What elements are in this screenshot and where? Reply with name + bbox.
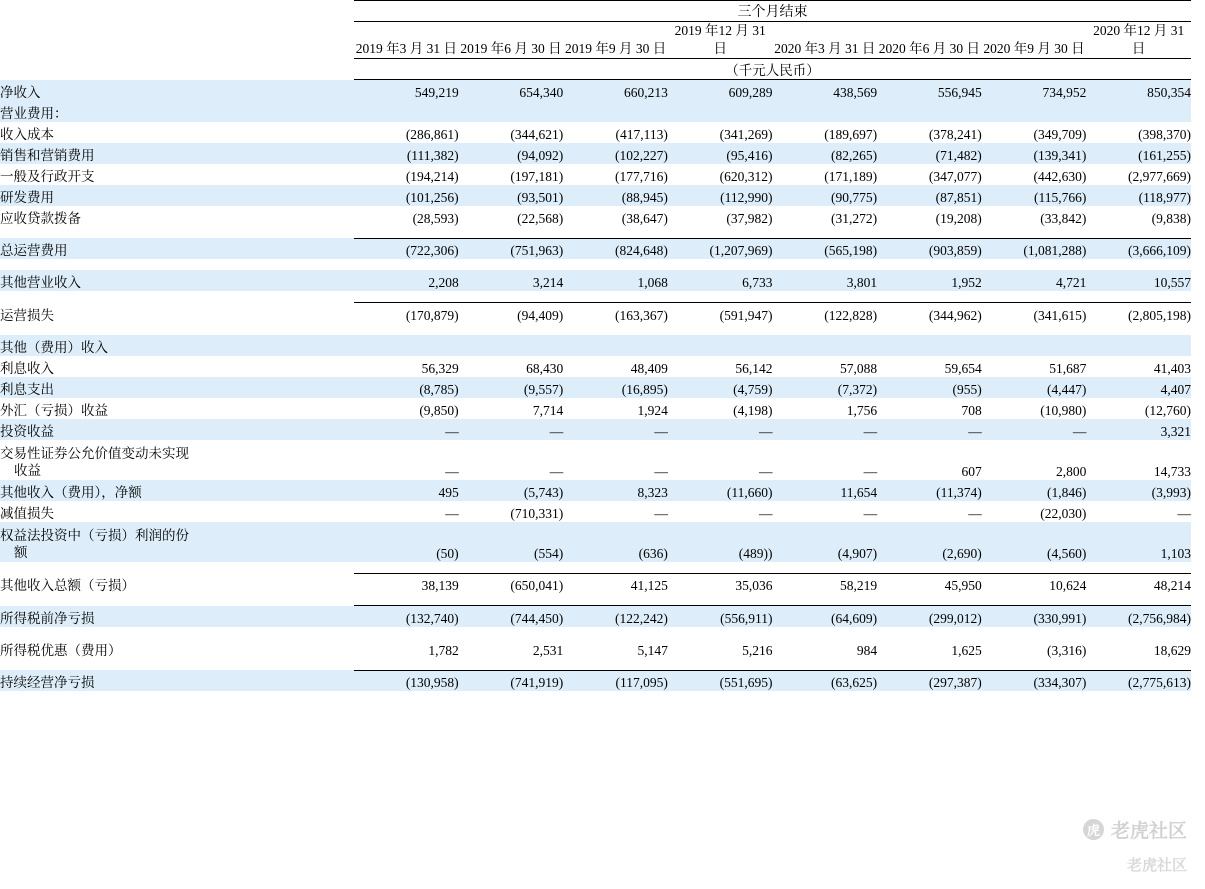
- table-cell-value: 654,340: [459, 80, 564, 101]
- table-cell-value: (64,609): [773, 606, 878, 627]
- table-cell-value: 6,733: [668, 270, 773, 291]
- row-label: 利息支出: [0, 377, 354, 398]
- table-cell-value: 1,756: [773, 398, 878, 419]
- table-cell-value: 57,088: [773, 356, 878, 377]
- table-cell-value: (130,958): [354, 670, 459, 691]
- row-label: 其他营业收入: [0, 270, 354, 291]
- table-cell-value: 5,216: [668, 638, 773, 659]
- table-cell-value: (751,963): [459, 238, 564, 259]
- table-cell-value: (722,306): [354, 238, 459, 259]
- table-cell-value: (71,482): [877, 143, 982, 164]
- table-cell-value: (378,241): [877, 122, 982, 143]
- table-cell-value: (38,647): [563, 206, 668, 227]
- row-label: 应收贷款拨备: [0, 206, 354, 227]
- header-group-row: [0, 1, 1191, 22]
- table-cell-value: 56,142: [668, 356, 773, 377]
- table-cell-value: (1,081,288): [982, 238, 1087, 259]
- table-cell-value: (4,759): [668, 377, 773, 398]
- table-row: [0, 419, 1191, 440]
- row-label: 交易性证券公允价值变动未实现 收益: [0, 440, 354, 480]
- table-cell-value: (94,409): [459, 303, 564, 324]
- table-cell-value: 45,950: [877, 573, 982, 594]
- row-label: 持续经营净亏损: [0, 670, 354, 691]
- table-cell-value: (489)): [668, 522, 773, 562]
- table-cell-value: (591,947): [668, 303, 773, 324]
- row-label: 所得税前净亏损: [0, 606, 354, 627]
- table-cell-value: (63,625): [773, 670, 878, 691]
- table-cell-value: (1,846): [982, 480, 1087, 501]
- table-cell-value: (10,980): [982, 398, 1087, 419]
- table-cell-value: 38,139: [354, 573, 459, 594]
- table-cell-value: [773, 101, 878, 122]
- table-cell-value: 5,147: [563, 638, 668, 659]
- table-cell-value: —: [773, 419, 878, 440]
- table-cell-value: 1,782: [354, 638, 459, 659]
- table-cell-value: 59,654: [877, 356, 982, 377]
- spacer-row: [0, 324, 1191, 335]
- row-label: 外汇（亏损）收益: [0, 398, 354, 419]
- table-cell-value: —: [668, 419, 773, 440]
- table-cell-value: [668, 335, 773, 356]
- table-cell-value: (197,181): [459, 164, 564, 185]
- table-cell-value: —: [459, 419, 564, 440]
- table-cell-value: (7,372): [773, 377, 878, 398]
- table-cell-value: (118,977): [1086, 185, 1191, 206]
- row-label: 所得税优惠（费用）: [0, 638, 354, 659]
- table-cell-value: (2,756,984): [1086, 606, 1191, 627]
- table-cell-value: [563, 335, 668, 356]
- table-cell-value: (556,911): [668, 606, 773, 627]
- table-cell-value: [1086, 101, 1191, 122]
- spacer-row: [0, 659, 1191, 671]
- table-cell-value: (163,367): [563, 303, 668, 324]
- table-row: [0, 480, 1191, 501]
- table-cell-value: (2,690): [877, 522, 982, 562]
- table-row: [0, 238, 1191, 259]
- table-cell-value: (620,312): [668, 164, 773, 185]
- spacer-row: [0, 291, 1191, 303]
- table-cell-value: 3,321: [1086, 419, 1191, 440]
- table-cell-value: 18,629: [1086, 638, 1191, 659]
- table-cell-value: —: [668, 501, 773, 522]
- table-row: [0, 206, 1191, 227]
- table-cell-value: (102,227): [563, 143, 668, 164]
- table-cell-value: 10,557: [1086, 270, 1191, 291]
- table-cell-value: (3,993): [1086, 480, 1191, 501]
- table-cell-value: 14,733: [1086, 440, 1191, 480]
- table-cell-value: (95,416): [668, 143, 773, 164]
- table-cell-value: (744,450): [459, 606, 564, 627]
- table-cell-value: [877, 101, 982, 122]
- table-cell-value: 8,323: [563, 480, 668, 501]
- table-cell-value: 850,354: [1086, 80, 1191, 101]
- table-cell-value: [459, 335, 564, 356]
- row-label: 其他收入总额（亏损）: [0, 573, 354, 594]
- column-header-date: 2019 年12 月 31 日: [674, 23, 766, 57]
- table-cell-value: (297,387): [877, 670, 982, 691]
- table-cell-value: (170,879): [354, 303, 459, 324]
- column-header-date: 2020 年12 月 31 日: [1093, 23, 1185, 57]
- table-cell-value: 734,952: [982, 80, 1087, 101]
- table-cell-value: (2,805,198): [1086, 303, 1191, 324]
- watermark-badge-icon: 虎: [1083, 819, 1104, 840]
- row-label: 研发费用: [0, 185, 354, 206]
- table-cell-value: [982, 335, 1087, 356]
- row-label: 净收入: [0, 80, 354, 101]
- table-cell-value: (111,382): [354, 143, 459, 164]
- table-cell-value: (8,785): [354, 377, 459, 398]
- table-cell-value: (554): [459, 522, 564, 562]
- table-cell-value: 1,068: [563, 270, 668, 291]
- table-cell-value: 56,329: [354, 356, 459, 377]
- column-header-date: 2020 年6 月 30 日: [878, 41, 981, 57]
- row-label: 一般及行政开支: [0, 164, 354, 185]
- table-cell-value: (117,095): [563, 670, 668, 691]
- table-cell-value: (330,991): [982, 606, 1087, 627]
- table-row: [0, 143, 1191, 164]
- table-cell-value: (9,557): [459, 377, 564, 398]
- row-label: 总运营费用: [0, 238, 354, 259]
- table-cell-value: (334,307): [982, 670, 1087, 691]
- table-cell-value: (417,113): [563, 122, 668, 143]
- column-header-date: 2020 年9 月 30 日: [983, 41, 1085, 57]
- table-cell-value: (551,695): [668, 670, 773, 691]
- table-cell-value: (12,760): [1086, 398, 1191, 419]
- table-cell-value: (344,621): [459, 122, 564, 143]
- table-row: [0, 164, 1191, 185]
- table-cell-value: 11,654: [773, 480, 878, 501]
- table-cell-value: —: [982, 419, 1087, 440]
- table-cell-value: (9,850): [354, 398, 459, 419]
- table-cell-value: (4,907): [773, 522, 878, 562]
- table-cell-value: 1,103: [1086, 522, 1191, 562]
- table-cell-value: 41,125: [563, 573, 668, 594]
- table-cell-value: 3,214: [459, 270, 564, 291]
- table-cell-value: —: [354, 440, 459, 480]
- table-row: [0, 101, 1191, 122]
- table-cell-value: —: [354, 501, 459, 522]
- table-cell-value: (33,842): [982, 206, 1087, 227]
- header-dates-row: [0, 22, 1191, 59]
- table-cell-value: 708: [877, 398, 982, 419]
- table-cell-value: (112,990): [668, 185, 773, 206]
- table-row: [0, 670, 1191, 691]
- table-cell-value: [459, 101, 564, 122]
- table-cell-value: 2,531: [459, 638, 564, 659]
- table-row: [0, 573, 1191, 594]
- table-cell-value: 549,219: [354, 80, 459, 101]
- table-cell-value: (347,077): [877, 164, 982, 185]
- table-row: [0, 80, 1191, 101]
- table-cell-value: 660,213: [563, 80, 668, 101]
- table-cell-value: (710,331): [459, 501, 564, 522]
- table-cell-value: (28,593): [354, 206, 459, 227]
- table-cell-value: 10,624: [982, 573, 1087, 594]
- row-label: 运营损失: [0, 303, 354, 324]
- table-cell-value: 51,687: [982, 356, 1087, 377]
- table-cell-value: (5,743): [459, 480, 564, 501]
- table-cell-value: [773, 335, 878, 356]
- table-cell-value: —: [563, 440, 668, 480]
- table-cell-value: (82,265): [773, 143, 878, 164]
- table-cell-value: (9,838): [1086, 206, 1191, 227]
- table-cell-value: 1,625: [877, 638, 982, 659]
- table-cell-value: (442,630): [982, 164, 1087, 185]
- table-cell-value: (94,092): [459, 143, 564, 164]
- table-cell-value: (2,977,669): [1086, 164, 1191, 185]
- table-row: [0, 185, 1191, 206]
- table-cell-value: (88,945): [563, 185, 668, 206]
- table-cell-value: —: [773, 440, 878, 480]
- table-row: [0, 522, 1191, 562]
- table-cell-value: (101,256): [354, 185, 459, 206]
- row-label: 销售和营销费用: [0, 143, 354, 164]
- row-label: 减值损失: [0, 501, 354, 522]
- table-cell-value: (3,316): [982, 638, 1087, 659]
- table-cell-value: (824,648): [563, 238, 668, 259]
- row-label: 投资收益: [0, 419, 354, 440]
- table-cell-value: 1,924: [563, 398, 668, 419]
- row-label: 其他（费用）收入: [0, 335, 354, 356]
- table-cell-value: (2,775,613): [1086, 670, 1191, 691]
- table-cell-value: [668, 101, 773, 122]
- table-cell-value: 4,721: [982, 270, 1087, 291]
- table-row: [0, 335, 1191, 356]
- table-cell-value: —: [1086, 501, 1191, 522]
- header-unit-row: [0, 59, 1191, 80]
- table-cell-value: 68,430: [459, 356, 564, 377]
- header-group-title: 三个月结束: [354, 1, 1191, 22]
- table-cell-value: —: [459, 440, 564, 480]
- table-cell-value: 48,214: [1086, 573, 1191, 594]
- spacer-row: [0, 562, 1191, 574]
- table-row: [0, 356, 1191, 377]
- table-cell-value: 3,801: [773, 270, 878, 291]
- table-cell-value: (4,560): [982, 522, 1087, 562]
- table-cell-value: (161,255): [1086, 143, 1191, 164]
- table-row: [0, 122, 1191, 143]
- table-cell-value: —: [354, 419, 459, 440]
- table-cell-value: [982, 101, 1087, 122]
- spacer-row: [0, 594, 1191, 606]
- table-cell-value: (37,982): [668, 206, 773, 227]
- table-cell-value: (90,775): [773, 185, 878, 206]
- table-cell-value: (903,859): [877, 238, 982, 259]
- row-label: 利息收入: [0, 356, 354, 377]
- table-cell-value: (1,207,969): [668, 238, 773, 259]
- table-cell-value: 438,569: [773, 80, 878, 101]
- table-cell-value: —: [773, 501, 878, 522]
- table-cell-value: (341,615): [982, 303, 1087, 324]
- table-cell-value: 58,219: [773, 573, 878, 594]
- table-cell-value: (341,269): [668, 122, 773, 143]
- table-cell-value: —: [877, 419, 982, 440]
- table-cell-value: (189,697): [773, 122, 878, 143]
- table-cell-value: —: [563, 419, 668, 440]
- table-cell-value: (93,501): [459, 185, 564, 206]
- table-cell-value: 41,403: [1086, 356, 1191, 377]
- table-cell-value: [354, 101, 459, 122]
- table-cell-value: —: [563, 501, 668, 522]
- spacer-row: [0, 627, 1191, 638]
- watermark-text-secondary: 老虎社区: [1126, 857, 1187, 874]
- table-row: [0, 398, 1191, 419]
- table-cell-value: (349,709): [982, 122, 1087, 143]
- table-row: [0, 303, 1191, 324]
- currency-unit-note: （千元人民币）: [354, 59, 1191, 80]
- table-cell-value: (398,370): [1086, 122, 1191, 143]
- table-cell-value: [1086, 335, 1191, 356]
- table-cell-value: (50): [354, 522, 459, 562]
- table-cell-value: (4,447): [982, 377, 1087, 398]
- column-header-date: 2020 年3 月 31 日: [774, 41, 876, 57]
- table-cell-value: (122,828): [773, 303, 878, 324]
- table-cell-value: (139,341): [982, 143, 1087, 164]
- table-cell-value: (22,568): [459, 206, 564, 227]
- table-cell-value: (132,740): [354, 606, 459, 627]
- table-cell-value: 609,289: [668, 80, 773, 101]
- table-cell-value: (650,041): [459, 573, 564, 594]
- table-cell-value: (11,660): [668, 480, 773, 501]
- table-cell-value: (636): [563, 522, 668, 562]
- table-cell-value: —: [877, 501, 982, 522]
- table-cell-value: (194,214): [354, 164, 459, 185]
- spacer-row: [0, 227, 1191, 239]
- table-cell-value: (4,198): [668, 398, 773, 419]
- table-cell-value: [563, 101, 668, 122]
- table-cell-value: 984: [773, 638, 878, 659]
- column-header-date: 2019 年3 月 31 日: [355, 41, 457, 57]
- table-body: [0, 80, 1191, 692]
- table-cell-value: 2,208: [354, 270, 459, 291]
- table-cell-value: 1,952: [877, 270, 982, 291]
- table-cell-value: (565,198): [773, 238, 878, 259]
- table-row: [0, 440, 1191, 480]
- column-header-date: 2019 年9 月 30 日: [564, 41, 667, 57]
- row-label: 其他收入（费用），净额: [0, 480, 354, 501]
- table-cell-value: (286,861): [354, 122, 459, 143]
- table-cell-value: (741,919): [459, 670, 564, 691]
- table-cell-value: (115,766): [982, 185, 1087, 206]
- table-cell-value: 7,714: [459, 398, 564, 419]
- table-cell-value: 35,036: [668, 573, 773, 594]
- table-cell-value: (16,895): [563, 377, 668, 398]
- table-cell-value: (22,030): [982, 501, 1087, 522]
- table-cell-value: [877, 335, 982, 356]
- table-cell-value: 2,800: [982, 440, 1087, 480]
- table-cell-value: (19,208): [877, 206, 982, 227]
- table-cell-value: (171,189): [773, 164, 878, 185]
- table-row: [0, 377, 1191, 398]
- table-cell-value: 48,409: [563, 356, 668, 377]
- table-cell-value: (299,012): [877, 606, 982, 627]
- table-cell-value: —: [668, 440, 773, 480]
- table-cell-value: 556,945: [877, 80, 982, 101]
- table-cell-value: (87,851): [877, 185, 982, 206]
- table-header: [0, 1, 1191, 80]
- table-cell-value: 607: [877, 440, 982, 480]
- table-cell-value: (3,666,109): [1086, 238, 1191, 259]
- table-row: [0, 606, 1191, 627]
- table-cell-value: (122,242): [563, 606, 668, 627]
- spacer-row: [0, 259, 1191, 270]
- table-cell-value: (955): [877, 377, 982, 398]
- table-cell-value: 4,407: [1086, 377, 1191, 398]
- column-header-date: 2019 年6 月 30 日: [460, 41, 562, 57]
- table-row: [0, 501, 1191, 522]
- table-cell-value: (177,716): [563, 164, 668, 185]
- table-row: [0, 638, 1191, 659]
- watermark-logo: [1083, 816, 1187, 843]
- table-cell-value: (31,272): [773, 206, 878, 227]
- table-cell-value: (11,374): [877, 480, 982, 501]
- table-row: [0, 270, 1191, 291]
- table-cell-value: 495: [354, 480, 459, 501]
- watermark-text: 老虎社区: [1110, 821, 1187, 842]
- table-cell-value: (344,962): [877, 303, 982, 324]
- row-label: 营业费用：: [0, 101, 354, 122]
- row-label: 收入成本: [0, 122, 354, 143]
- row-label: 权益法投资中（亏损）利润的份 额: [0, 522, 354, 562]
- table-cell-value: [354, 335, 459, 356]
